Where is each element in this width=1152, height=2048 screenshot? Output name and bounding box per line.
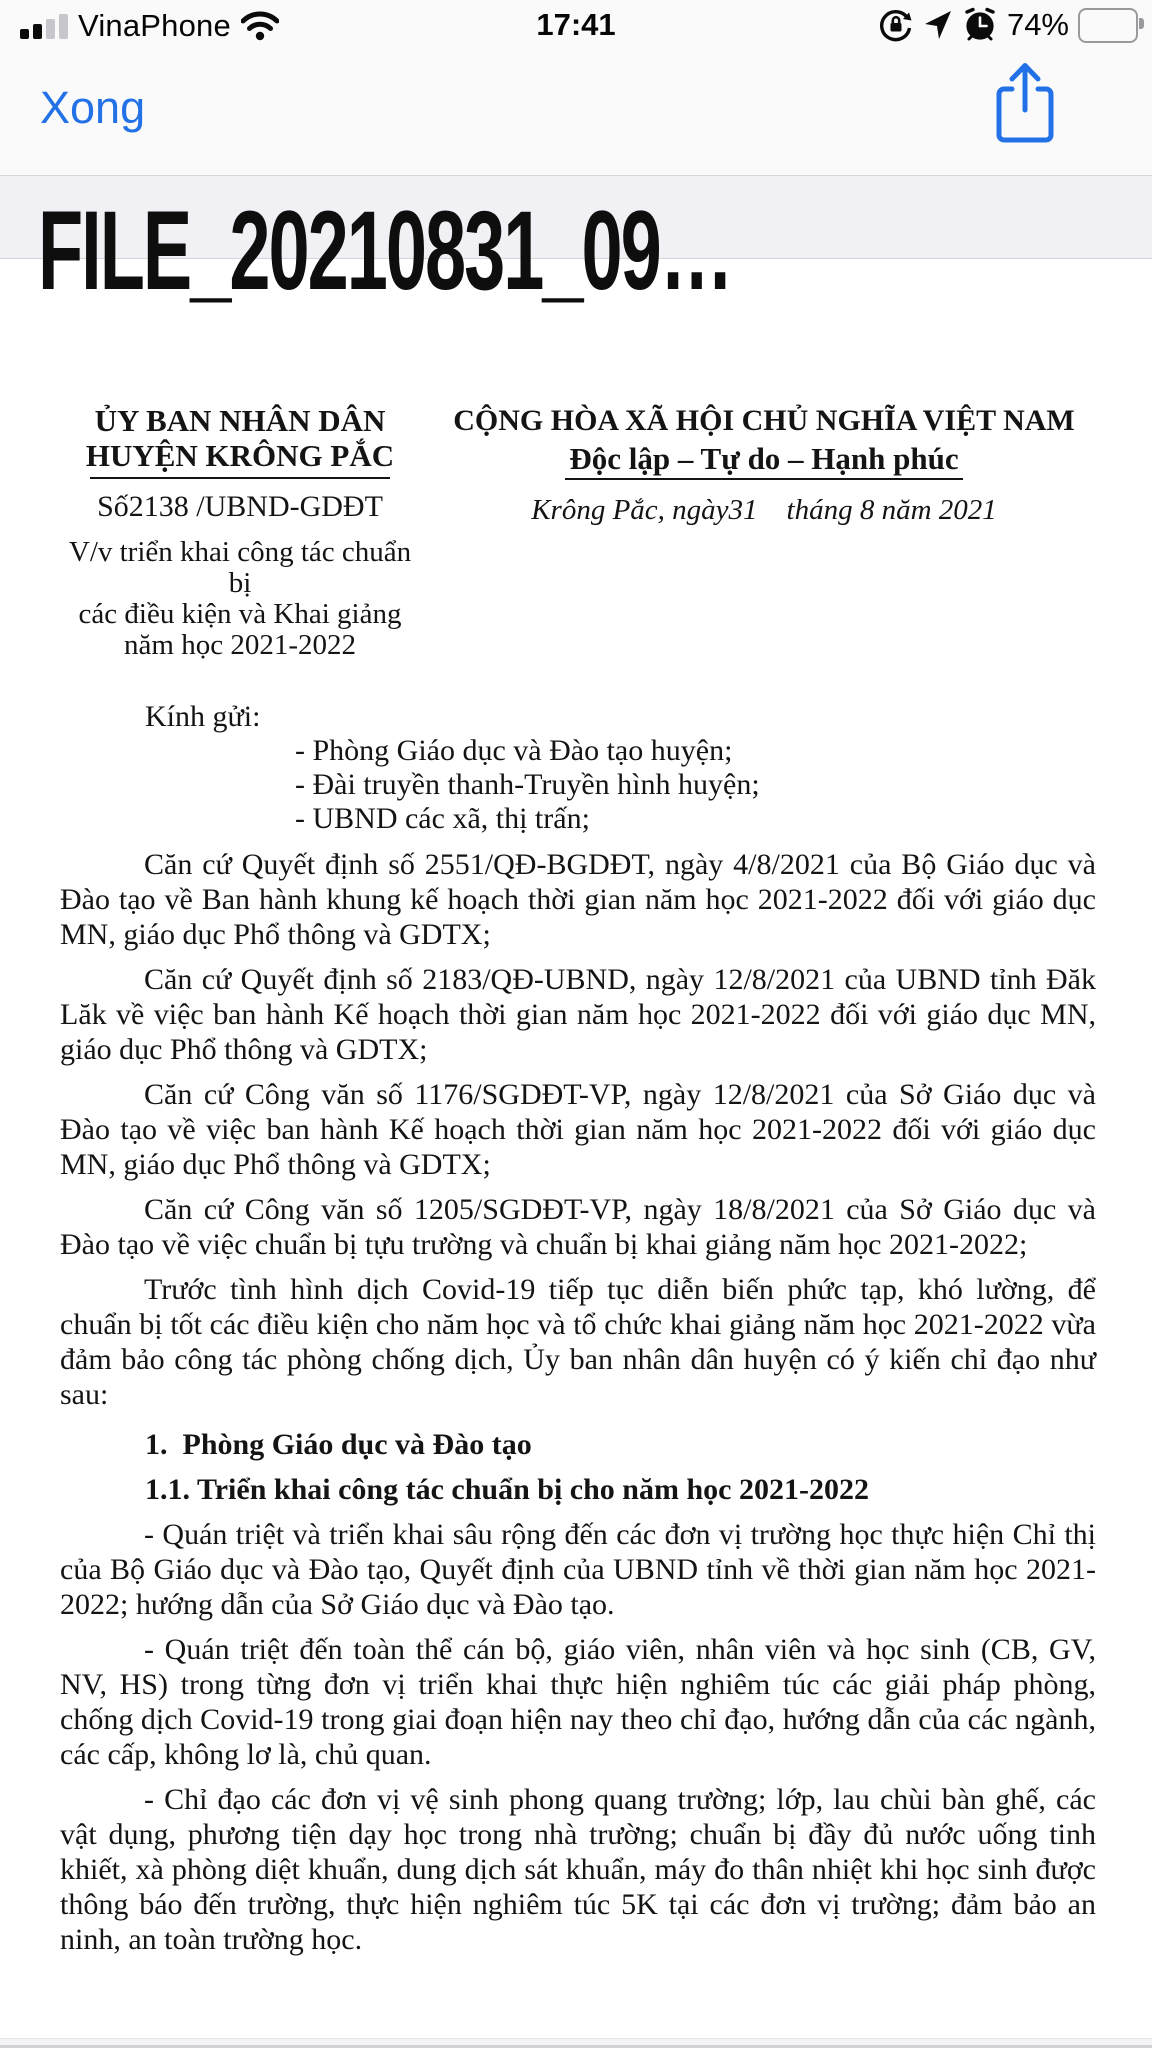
subject-line: V/v triển khai công tác chuẩn bị — [68, 536, 412, 599]
battery-percent-label: 74% — [1006, 7, 1069, 42]
recipient-item: - Phòng Giáo dục và Đào tạo huyện; — [295, 734, 733, 767]
status-time: 17:41 — [536, 7, 616, 42]
motto-line: Độc lập – Tự do – Hạnh phúc — [565, 442, 962, 480]
salutation: Kính gửi: — [145, 700, 261, 733]
recipient-item: - UBND các xã, thị trấn; — [295, 802, 590, 835]
share-icon — [994, 62, 1056, 146]
top-chrome — [0, 0, 1152, 176]
rotation-lock-icon — [878, 7, 914, 43]
status-bar — [0, 0, 1152, 52]
section-heading: 1. Phòng Giáo dục và Đào tạo — [145, 1428, 532, 1461]
legal-basis-paragraph: Căn cứ Công văn số 1176/SGDĐT-VP, ngày 12/8/2021 của Sở Giáo dục và Đào tạo về việc ban hành Kế hoạch thời gian năm học 2021-2022 đối với giáo dục MN, giáo dục Phổ thông và GDTX; — [60, 1078, 1096, 1181]
directive-paragraph: - Quán triệt đến toàn thể cán bộ, giáo viên, nhân viên và học sinh (CB, GV, NV, HS) trong từng đơn vị triển khai thực hiện nghiêm túc các giải pháp phòng, chống dịch Covid-19 trong giai đoạn hiện nay theo chỉ đạo, hướng dẫn của các ngành, các cấp, không lơ là, chủ quan. — [60, 1633, 1096, 1771]
authority-line1: ỦY BAN NHÂN DÂN — [94, 403, 386, 438]
issuing-authority-block — [60, 403, 420, 661]
national-motto-block — [420, 403, 1096, 661]
share-button[interactable] — [994, 62, 1056, 146]
done-button[interactable]: Xong — [40, 82, 146, 133]
document-subject — [60, 537, 420, 661]
directive-paragraph: - Quán triệt và triển khai sâu rộng đến các đơn vị trường học thực hiện Chỉ thị của Bộ Giáo dục và Đào tạo, Quyết định của UBND tỉnh về thời gian năm học 2021-2022; hướng dẫn của Sở Giáo dục và Đào tạo. — [60, 1518, 1096, 1621]
file-title: FILE_20210831_09… — [38, 188, 732, 313]
authority-line2: HUYỆN KRÔNG PẮC — [85, 438, 395, 473]
carrier-label: VinaPhone — [78, 8, 231, 43]
legal-basis-paragraph: Căn cứ Quyết định số 2183/QĐ-UBND, ngày 12/8/2021 của UBND tỉnh Đăk Lăk về việc ban hành Kế hoạch thời gian năm học 2021-2022 đối với giáo dục MN, giáo dục Phổ thông và GDTX; — [60, 963, 1096, 1066]
location-icon — [923, 9, 953, 41]
subject-line: năm học 2021-2022 — [124, 629, 356, 661]
subsection-heading: 1.1. Triển khai công tác chuẩn bị cho năm học 2021-2022 — [145, 1473, 869, 1506]
intro-paragraph: Trước tình hình dịch Covid-19 tiếp tục diễn biến phức tạp, khó lường, để chuẩn bị tốt các điều kiện cho năm học và tổ chức khai giảng năm học 2021-2022 vừa đảm bảo công tác phòng chống dịch, Ủy ban nhân dân huyện có ý kiến chỉ đạo như sau: — [60, 1273, 1096, 1411]
subject-line: các điều kiện và Khai giảng — [78, 598, 402, 630]
recipient-item: - Đài truyền thanh-Truyền hình huyện; — [295, 768, 760, 801]
legal-basis-paragraph: Căn cứ Công văn số 1205/SGDĐT-VP, ngày 18/8/2021 của Sở Giáo dục và Đào tạo về việc chuẩn bị tựu trường và chuẩn bị khai giảng năm học 2021-2022; — [60, 1193, 1096, 1261]
battery-icon — [1078, 8, 1138, 43]
recipient-list — [60, 734, 1096, 836]
legal-basis-paragraph: Căn cứ Quyết định số 2551/QĐ-BGDĐT, ngày 4/8/2021 của Bộ Giáo dục và Đào tạo về Ban hành khung kế hoạch thời gian năm học 2021-2022 đối với giáo dục MN, giáo dục Phổ thông và GDTX; — [60, 848, 1096, 951]
directive-paragraph: - Chỉ đạo các đơn vị vệ sinh phong quang trường; lớp, lau chùi bàn ghế, các vật dụng, phương tiện dạy học trong nhà trường; chuẩn bị đầy đủ nước uống tinh khiết, xà phòng diệt khuẩn, dung dịch sát khuẩn, máy đo thân nhiệt khi học sinh được thông báo đến trường, thực hiện nghiêm túc 5K tại các đơn vị trường; đảm bảo an ninh, an toàn trường học. — [60, 1783, 1096, 1956]
document-header — [60, 403, 1096, 661]
document-number: Số2138 /UBND-GDĐT — [97, 490, 383, 523]
bottom-toolbar-edge — [0, 2038, 1152, 2048]
alarm-icon — [962, 7, 998, 43]
authority-underline — [90, 477, 390, 479]
republic-line: CỘNG HÒA XÃ HỘI CHỦ NGHĨA VIỆT NAM — [453, 404, 1075, 437]
nav-separator — [0, 175, 1152, 176]
document-preview[interactable] — [0, 259, 1152, 2038]
nav-bar — [0, 52, 1152, 175]
date-line: Krông Pắc, ngày31 tháng 8 năm 2021 — [531, 494, 997, 526]
status-right — [878, 7, 1138, 43]
